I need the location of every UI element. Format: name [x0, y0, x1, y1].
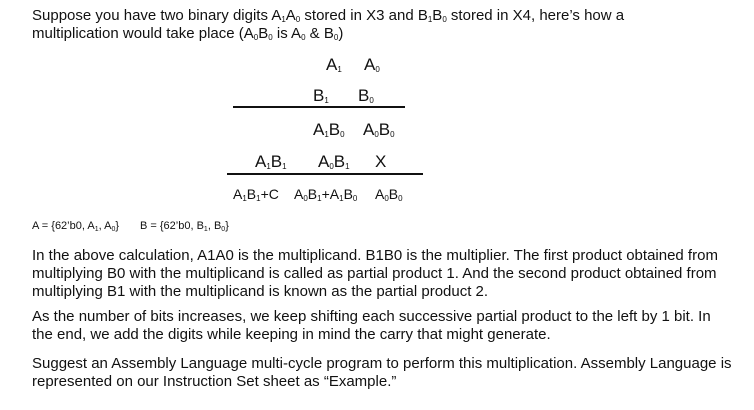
intro-sub: 0: [295, 15, 301, 24]
intro-paragraph: [32, 7, 732, 43]
math-letter: B: [307, 186, 318, 202]
partial-product-2-mid: [318, 152, 350, 172]
math-sub: 0: [390, 130, 395, 139]
math-sub: 1: [345, 162, 350, 171]
math-sub: 0: [398, 194, 403, 203]
partial-product-1-right: [363, 120, 395, 140]
math-sub: 0: [303, 194, 308, 203]
paragraph-shifting: As the number of bits increases, we keep shifting each successive partial product to the left by 1 bit. In the end, we add the digits while keeping in mind the carry that might generate.: [32, 308, 711, 343]
def-sub: 0: [111, 226, 116, 233]
math-sub: 1: [256, 194, 261, 203]
math-letter: B: [388, 186, 399, 202]
math-letter: B: [313, 86, 325, 105]
intro-text-7: ): [338, 25, 344, 42]
intro-letter: B: [258, 25, 269, 42]
sum-underline: [227, 173, 423, 175]
multiplier-row: [313, 86, 329, 106]
paragraph-multiplicand: In the above calculation, A1A0 is the multiplicand. B1B0 is the multiplier. The first product obtained from multiplying B0 with the multiplicand is called as partial product 1. And the second product obtained from multiplying B1 with the multiplicand is known as the partial product 2.: [32, 247, 718, 300]
paragraph-task: Suggest an Assembly Language multi-cycle program to perform this multiplication. Assembly Language is represented on our Instruction Set sheet as “Example.”: [32, 355, 732, 390]
intro-text-2: stored in X3 and B: [300, 7, 428, 24]
math-plus-c: +C: [260, 186, 279, 202]
definition-a: [32, 219, 119, 233]
intro-letter: A: [285, 7, 296, 24]
placeholder-x: X: [375, 152, 387, 171]
math-letter: A: [294, 186, 304, 202]
math-letter: B: [378, 120, 391, 139]
math-letter: A: [326, 55, 338, 74]
math-sub: 0: [352, 194, 358, 203]
multiplicand-row: [326, 55, 342, 75]
intro-letter: B: [432, 7, 443, 24]
intro-sub: 1: [427, 15, 433, 24]
multiplier-row-right: [358, 86, 374, 106]
intro-text-3: stored in X4, here’s how a: [446, 7, 625, 24]
intro-text-4: multiplication would take place (A: [32, 25, 254, 42]
math-letter: B: [270, 152, 283, 171]
math-sub: 1: [242, 194, 247, 203]
math-plus: +: [321, 186, 330, 202]
partial-product-1-left: [313, 120, 345, 140]
math-letter: A: [233, 186, 243, 202]
math-sub: 0: [384, 194, 389, 203]
math-letter: B: [333, 152, 346, 171]
math-letter: B: [343, 186, 353, 202]
math-letter: A: [364, 55, 376, 74]
math-letter: A: [313, 120, 325, 139]
math-sub: 1: [324, 96, 329, 105]
intro-sub: 0: [333, 33, 339, 42]
math-letter: A: [255, 152, 267, 171]
result-term-3: [375, 184, 403, 204]
math-letter: A: [329, 186, 340, 202]
intro-text-5: is A: [272, 25, 302, 42]
intro-sub: 1: [281, 15, 286, 24]
intro-sub: 0: [442, 15, 447, 24]
multiplicand-row-right: [364, 55, 380, 75]
intro-sub: 0: [253, 33, 259, 42]
math-letter: A: [363, 120, 375, 139]
intro-text-6: & B: [305, 25, 334, 42]
intro-text-1: Suppose you have two binary digits A: [32, 7, 282, 24]
math-sub: 1: [339, 194, 344, 203]
math-sub: 1: [282, 162, 287, 171]
math-sub: 0: [329, 162, 334, 171]
def-sub: 1: [203, 226, 208, 233]
math-sub: 0: [369, 96, 374, 105]
math-letter: A: [318, 152, 330, 171]
math-sub: 1: [266, 162, 271, 171]
result-term-2: [294, 184, 357, 204]
math-letter: B: [246, 186, 257, 202]
definition-b: [140, 219, 229, 233]
multiplier-underline: [233, 106, 405, 108]
def-sub: 0: [221, 226, 226, 233]
def-text: , A: [98, 220, 112, 232]
intro-sub: 0: [301, 33, 306, 42]
math-sub: 0: [374, 130, 379, 139]
math-letter: B: [358, 86, 370, 105]
result-term-1: [233, 184, 279, 204]
def-text: }: [225, 220, 229, 232]
math-sub: 1: [317, 194, 322, 203]
math-sub: 1: [337, 65, 342, 74]
math-letter: A: [375, 186, 385, 202]
def-text: A = {62’b0, A: [32, 220, 95, 232]
math-sub: 0: [375, 65, 380, 74]
intro-sub: 0: [268, 33, 273, 42]
def-text: , B: [207, 220, 222, 232]
math-letter: B: [328, 120, 341, 139]
def-sub: 1: [94, 226, 99, 233]
def-text: B = {62’b0, B: [140, 220, 204, 232]
partial-product-2-left: [255, 152, 287, 172]
def-text: }: [115, 220, 120, 232]
math-sub: 0: [340, 130, 345, 139]
math-sub: 1: [324, 130, 329, 139]
